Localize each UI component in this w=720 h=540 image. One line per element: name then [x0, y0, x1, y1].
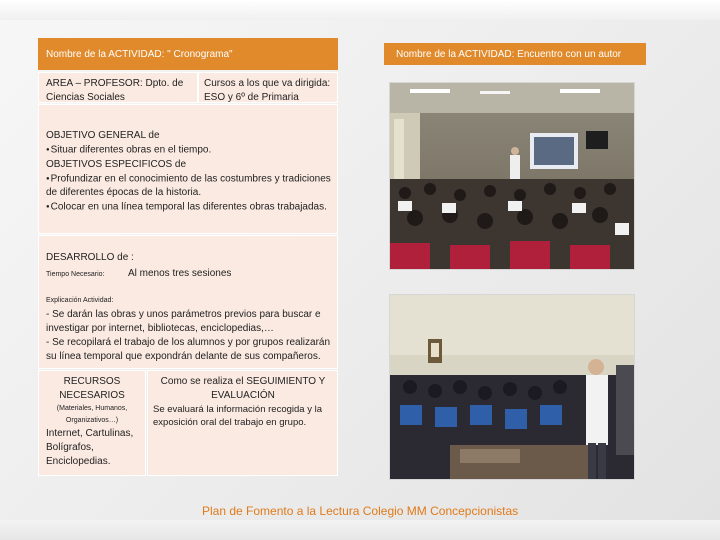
specific-objective-item-1-cont: de diferentes épocas de la historia.	[46, 187, 202, 199]
resource-item: Enciclopedias.	[46, 456, 111, 467]
specific-objectives-heading: OBJETIVOS ESPECIFICOS de	[46, 158, 187, 170]
resource-item: Internet, Cartulinas,	[46, 428, 134, 439]
photo-author-talk	[389, 294, 635, 480]
footer-credit: Plan de Fomento a la Lectura Colegio MM Concepcionistas	[202, 504, 519, 518]
explanation-text	[46, 308, 337, 364]
explanation-line: - Se recopilará el trabajo de los alumnos y por grupos realizarán	[46, 337, 331, 348]
activity-name-text: Nombre de la ACTIVIDAD: " Cronograma"	[46, 48, 233, 60]
objectives-cell	[38, 104, 338, 234]
resource-item: Bolígrafos,	[46, 442, 94, 453]
resources-cell	[38, 370, 146, 476]
followup-cell	[147, 370, 338, 476]
target-courses-text: Cursos a los que va dirigida: ESO y 6º de Primaria	[204, 78, 331, 103]
explanation-line: - Se darán las obras y unos parámetros previos para buscar e	[46, 309, 321, 320]
resources-subtitle: (Materiales, Humanos, Organizativos…)	[56, 405, 128, 424]
followup-text: Se evaluará la información recogida y la exposición oral del trabajo en grupo.	[153, 404, 322, 428]
resources-list	[46, 427, 145, 469]
time-label: Tiempo Necesario:	[46, 271, 105, 278]
time-row	[46, 267, 337, 281]
general-objective-heading: OBJETIVO GENERAL de	[46, 130, 160, 141]
bottom-frame-bar	[0, 520, 720, 540]
explanation-line: su línea temporal que expondrán delante de sus compañeros.	[46, 351, 321, 362]
area-teacher-text: AREA – PROFESOR: Dpto. de Ciencias Sociales	[46, 78, 184, 103]
photo-classroom-presentation	[389, 82, 635, 270]
explanation-line: investigar por internet, bibliotecas, enciclopedias,…	[46, 323, 274, 334]
specific-objective-item-2: ● Colocar en una línea temporal las diferentes obras trabajadas.	[46, 200, 337, 215]
development-title: DESARROLLO de :	[46, 252, 134, 263]
time-value: Al menos tres sesiones	[128, 268, 232, 279]
activity-name-header	[38, 38, 338, 70]
area-teacher-cell	[38, 72, 198, 103]
followup-title: Como se realiza el SEGUIMIENTO Y EVALUACIÓN	[160, 376, 326, 401]
resources-title: RECURSOS NECESARIOS	[59, 376, 125, 401]
development-cell	[38, 235, 338, 369]
encounter-activity-header	[384, 43, 646, 65]
target-courses-cell	[198, 72, 338, 103]
general-objective-item: ● Situar diferentes obras en el tiempo.	[46, 143, 337, 158]
explanation-label: Explicación Actividad:	[46, 297, 114, 304]
top-frame-bar	[0, 0, 720, 20]
classroom-photo-image	[390, 83, 635, 270]
author-talk-photo-image	[390, 295, 635, 480]
specific-objective-item-1: ● Profundizar en el conocimiento de las costumbres y tradiciones	[46, 172, 337, 187]
encounter-activity-text: Nombre de la ACTIVIDAD: Encuentro con un autor	[396, 48, 622, 60]
